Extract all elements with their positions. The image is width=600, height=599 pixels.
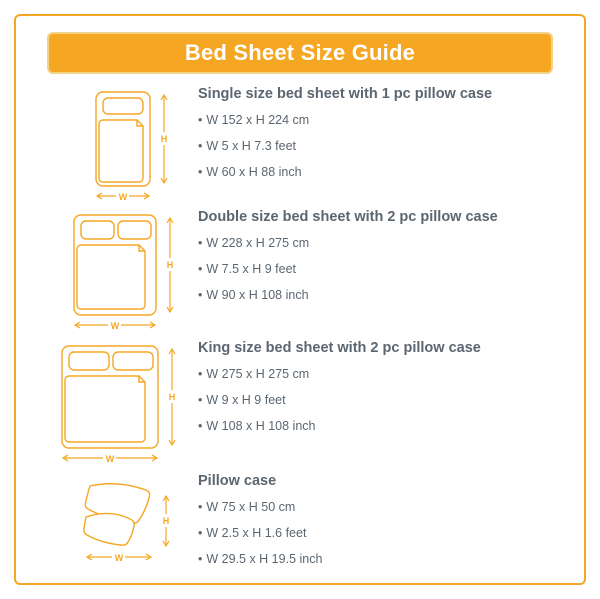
bullet-dot: • [198,526,203,540]
height-label: H [160,134,168,144]
bed-outline [74,215,156,315]
height-label: H [162,516,170,526]
king-bed-info [190,340,560,445]
bullet-dot: • [198,288,203,302]
single-bed-info [190,86,560,191]
height-label: H [166,260,174,270]
king-bed-dimension-inch [198,419,560,433]
single-bed-figure [40,86,190,206]
bullet-dot: • [198,236,203,250]
width-label: W [110,321,120,331]
king-bed-figure [40,340,190,470]
width-label: W [105,454,115,464]
dimension-text: W 29.5 x H 19.5 inch [206,552,323,566]
dimension-text: W 60 x H 88 inch [206,165,302,179]
bullet-dot: • [198,419,203,433]
dimension-text: W 2.5 x H 1.6 feet [206,526,307,540]
single-bed-diagram [40,86,190,206]
pillow-case-diagram [40,473,190,573]
dimension-text: W 90 x H 108 inch [206,288,309,302]
double-bed-title: Double size bed sheet with 2 pc pillow case [198,209,498,225]
sheet-shape [77,245,145,309]
pillow-1 [81,221,114,239]
bullet-dot: • [198,500,203,514]
pillow-2 [113,352,153,370]
single-bed-dimension-feet [198,139,560,153]
pillow-case-figure [40,473,190,573]
width-label: W [118,192,128,202]
pillow-case-dimension-inch [198,552,560,566]
pillow-case-dimension-feet [198,526,560,540]
double-bed-dimension-cm [198,236,560,250]
bed-outline [62,346,158,448]
dimension-text: W 5 x H 7.3 feet [206,139,297,153]
size-rows [40,86,560,573]
height-label: H [168,392,176,402]
dimension-text: W 108 x H 108 inch [206,419,316,433]
row-single-bed [40,86,560,209]
bullet-dot: • [198,552,203,566]
king-bed-diagram [40,340,190,470]
single-bed-title: Single size bed sheet with 1 pc pillow case [198,86,493,102]
bullet-dot: • [198,367,203,381]
dimension-text: W 75 x H 50 cm [206,500,296,514]
page-title: Bed Sheet Size Guide [184,40,416,65]
bed-outline [96,92,150,186]
bullet-dot: • [198,393,203,407]
pillow-case-title: Pillow case [198,473,277,489]
king-bed-title: King size bed sheet with 2 pc pillow case [198,340,481,356]
pillow-case-dimension-cm [198,500,560,514]
single-bed-dimension-cm [198,113,560,127]
pillow-case-info [190,473,560,578]
pillow-1 [69,352,109,370]
pillow-front [84,513,134,545]
single-bed-dimension-inch [198,165,560,179]
king-bed-dimension-feet [198,393,560,407]
dimension-text: W 228 x H 275 cm [206,236,310,250]
double-bed-dimension-feet [198,262,560,276]
dimension-text: W 7.5 x H 9 feet [206,262,297,276]
sheet-shape [65,376,145,442]
row-king-bed [40,340,560,473]
row-pillow-case [40,473,560,573]
double-bed-diagram [40,209,190,337]
width-label: W [114,553,124,563]
bullet-dot: • [198,113,203,127]
dimension-text: W 152 x H 224 cm [206,113,310,127]
king-bed-dimension-cm [198,367,560,381]
dimension-text: W 275 x H 275 cm [206,367,310,381]
row-double-bed [40,209,560,340]
title-bar [47,32,553,74]
bullet-dot: • [198,262,203,276]
bullet-dot: • [198,139,203,153]
double-bed-figure [40,209,190,337]
double-bed-dimension-inch [198,288,560,302]
bullet-dot: • [198,165,203,179]
double-bed-info [190,209,560,314]
pillow-1 [103,98,143,114]
dimension-text: W 9 x H 9 feet [206,393,286,407]
pillow-2 [118,221,151,239]
sheet-shape [99,120,143,182]
